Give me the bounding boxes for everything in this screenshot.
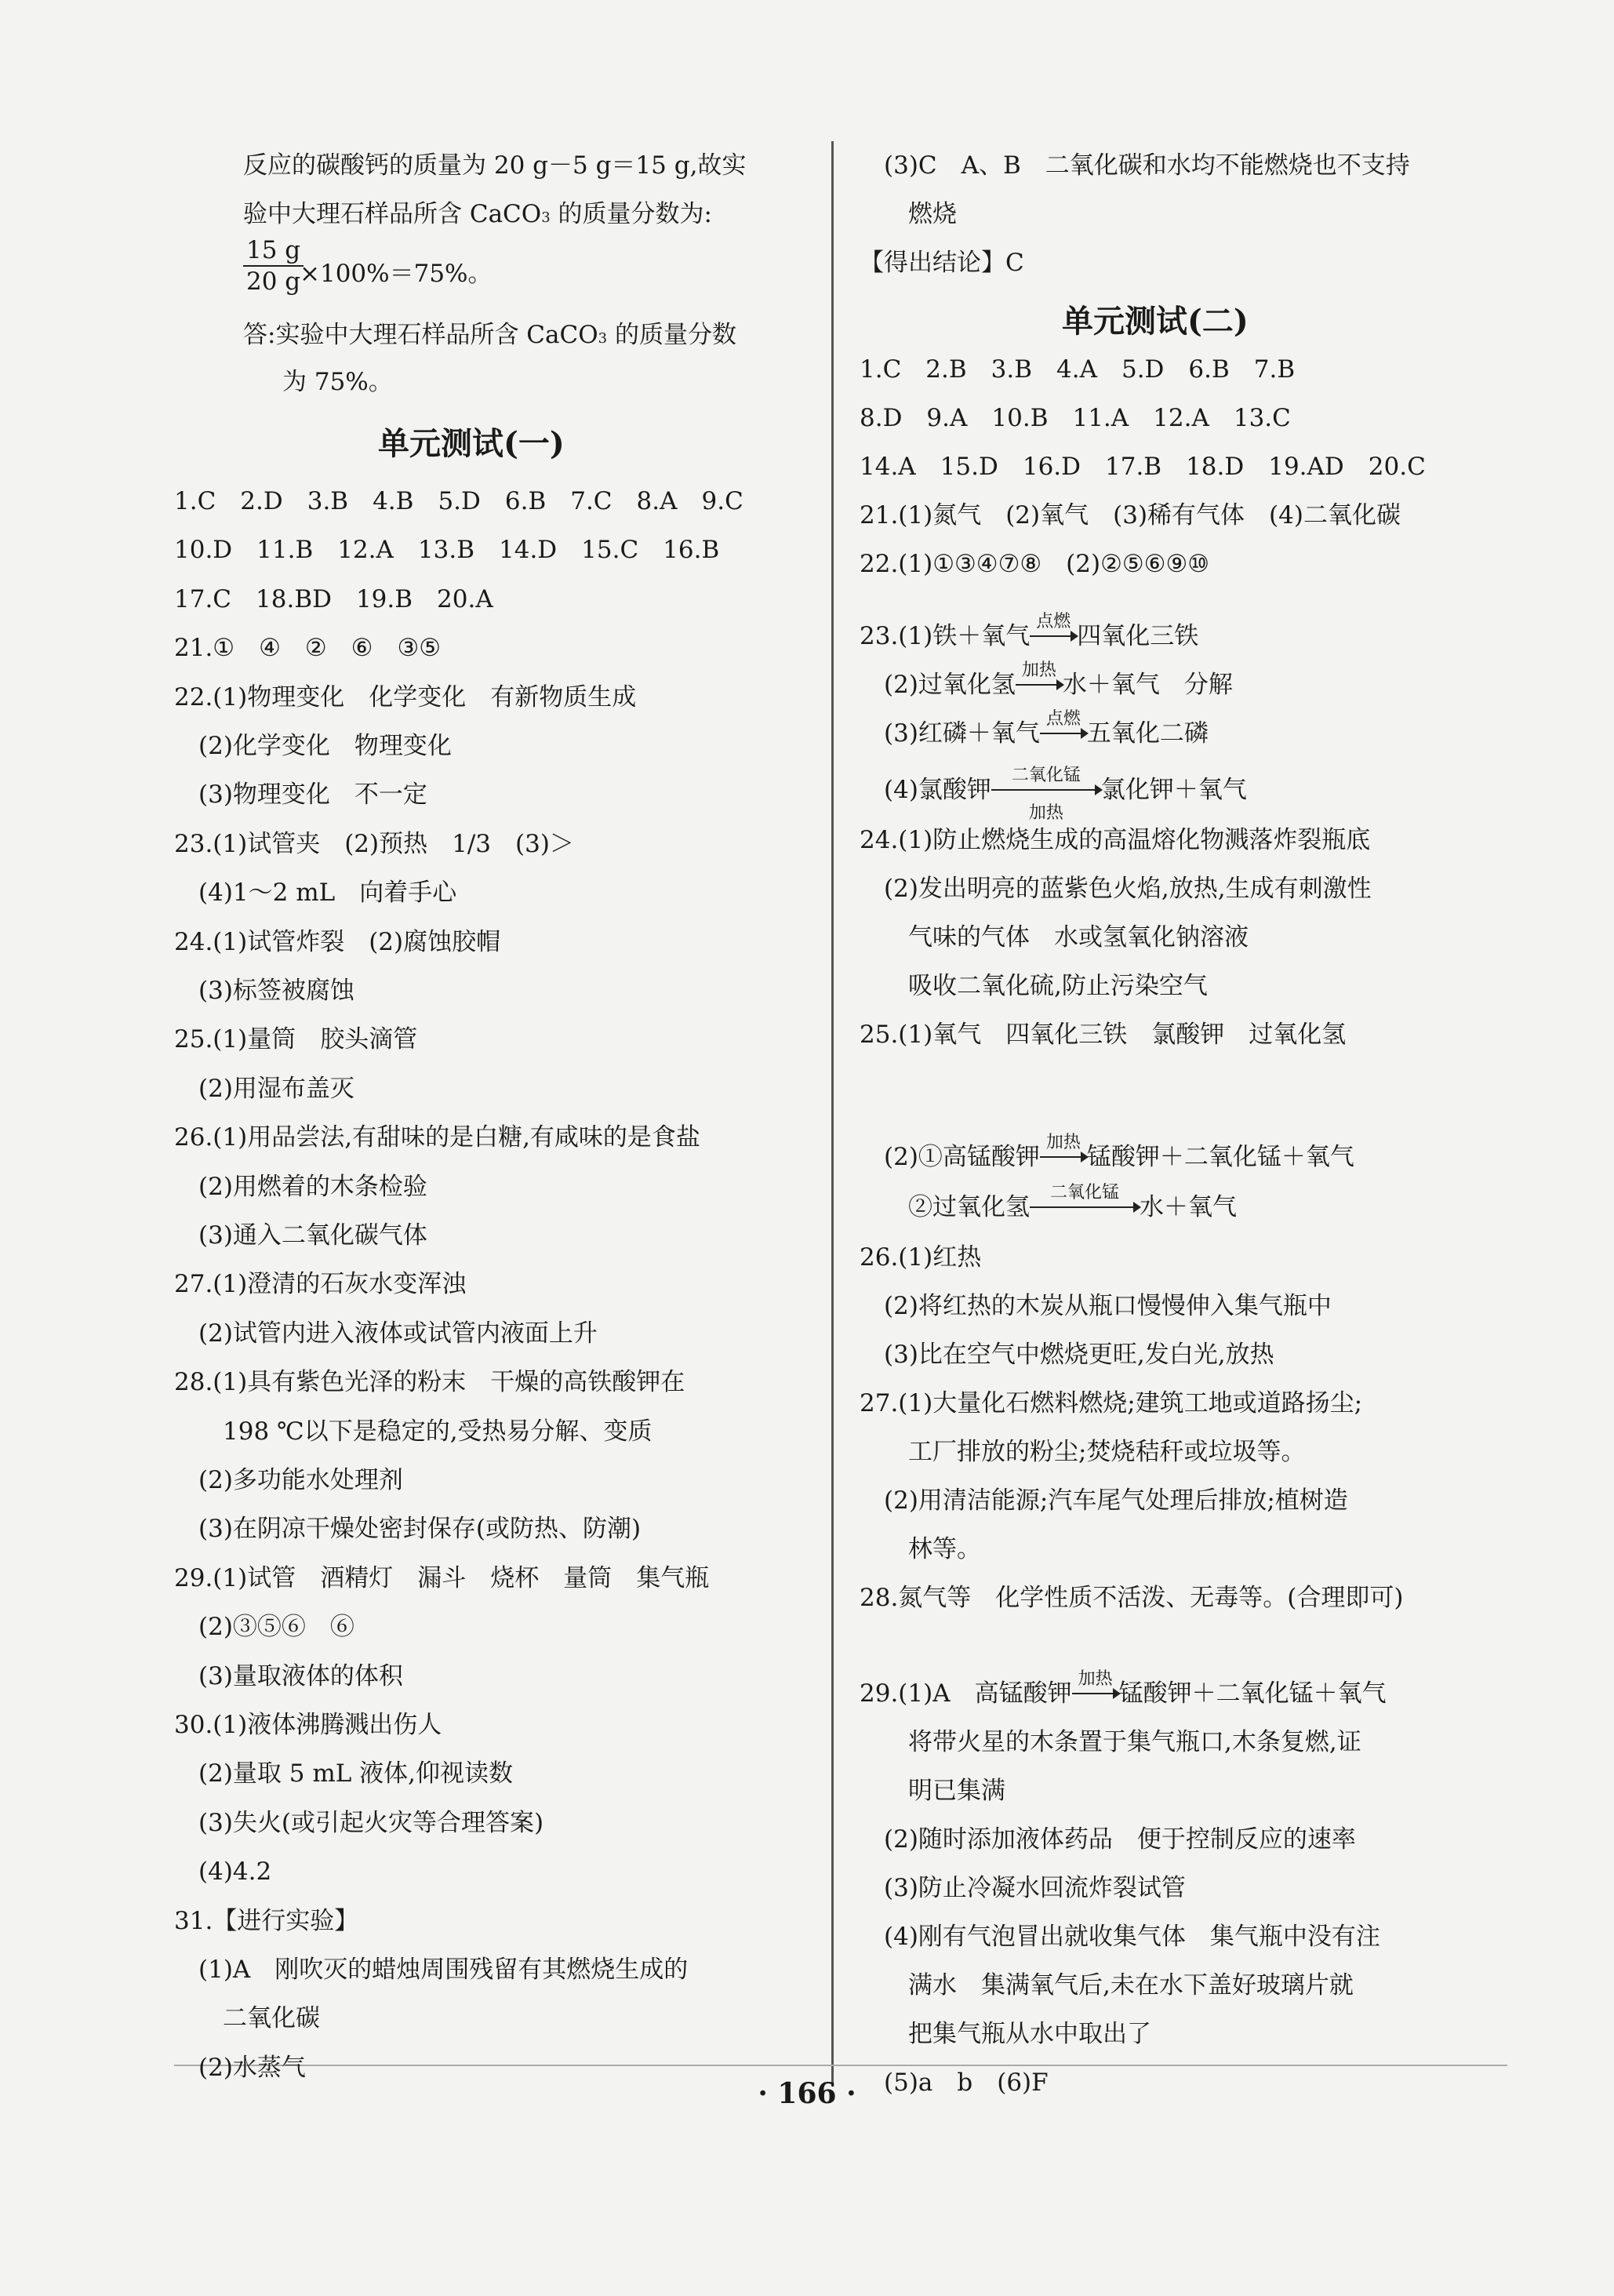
- answer-line: 1.C 2.B 3.B 4.A 5.D 6.B 7.B: [860, 355, 1296, 384]
- answer-line: (3)防止冷凝水回流炸裂试管: [860, 1874, 1186, 1902]
- column-divider: [831, 141, 834, 2087]
- answer-line: (3)通入二氧化碳气体: [174, 1221, 427, 1250]
- answer-line: (1)A 刚吹灭的蜡烛周围残留有其燃烧生成的: [174, 1956, 689, 1984]
- answer-line: (3)标签被腐蚀: [174, 977, 354, 1005]
- answer-line: (2)水蒸气: [174, 2053, 306, 2082]
- answer-line: 23.(1)试管夹 (2)预热 1/3 (3)＞: [174, 829, 574, 858]
- page-number: · 166 ·: [758, 2077, 856, 2110]
- answer-line-2: 为 75%。: [282, 368, 393, 396]
- answer-line: 1.C 2.D 3.B 4.B 5.D 6.B 7.C 8.A 9.C: [174, 487, 743, 515]
- answer-line: 25.(1)量筒 胶头滴管: [174, 1025, 418, 1054]
- answer-line: 22.(1)①③④⑦⑧ (2)②⑤⑥⑨⑩: [860, 550, 1210, 578]
- answer-line: 31.【进行实验】: [174, 1906, 359, 1935]
- answer-line: 28.(1)具有紫色光泽的粉末 干燥的高铁酸钾在: [174, 1368, 685, 1397]
- answer-line: 24.(1)防止燃烧生成的高温熔化物溅落炸裂瓶底: [860, 826, 1371, 854]
- answer-line: (2)用燃着的木条检验: [174, 1172, 427, 1201]
- answer-line: 24.(1)试管炸裂 (2)腐蚀胶帽: [174, 927, 501, 956]
- fraction: $\frac{15 g}{20 g}$: [243, 235, 304, 297]
- answer-line: 10.D 11.B 12.A 13.B 14.D 15.C 16.B: [174, 536, 720, 565]
- answer-line: 27.(1)澄清的石灰水变浑浊: [174, 1270, 467, 1299]
- answer-line: 明已集满: [860, 1777, 1005, 1805]
- answer-line: 25.(1)氧气 四氧化三铁 氯酸钾 过氧化氢: [860, 1021, 1347, 1049]
- answer-line: (2)用湿布盖灭: [174, 1074, 354, 1103]
- answer-line: 26.(1)红热: [860, 1243, 982, 1272]
- answer-line: 21.(1)氮气 (2)氧气 (3)稀有气体 (4)二氧化碳: [860, 501, 1401, 529]
- answer-line: (4)刚有气泡冒出就收集气体 集气瓶中没有注: [860, 1923, 1380, 1951]
- answer-line: 8.D 9.A 10.B 11.A 12.A 13.C: [860, 404, 1291, 432]
- answer-line: 【得出结论】C: [860, 249, 1024, 277]
- answer-line: (3)物理变化 不一定: [174, 780, 427, 810]
- answer-line: (3)C A、B 二氧化碳和水均不能燃烧也不支持: [860, 151, 1410, 180]
- answer-line: 气味的气体 水或氢氧化钠溶液: [860, 923, 1249, 952]
- answer-line: 17.C 18.BD 19.B 20.A: [174, 584, 493, 613]
- answer-line: (3)比在空气中燃烧更旺,发白光,放热: [860, 1341, 1274, 1369]
- answer-line: 14.A 15.D 16.D 17.B 18.D 19.AD 20.C: [860, 453, 1426, 481]
- answer-line: (2)将红热的木炭从瓶口慢慢伸入集气瓶中: [860, 1292, 1332, 1320]
- footer-rule: [174, 2065, 1507, 2066]
- calc-line-2: 验中大理石样品所含 CaCO3 的质量分数为:: [243, 200, 712, 228]
- answer-line: 将带火星的木条置于集气瓶口,木条复燃,证: [860, 1728, 1361, 1756]
- answer-line: 吸收二氧化硫,防止污染空气: [860, 972, 1208, 1000]
- answer-line: 工厂排放的粉尘;焚烧秸秆或垃圾等。: [860, 1438, 1306, 1466]
- answer-line: (2)③⑤⑥ ⑥: [174, 1613, 354, 1642]
- equation-23-3: (3)红磷＋氧气 点燃 五氧化二磷: [860, 709, 1209, 748]
- answer-line: (3)失火(或引起火灾等合理答案): [174, 1808, 544, 1837]
- answer-line: 燃烧: [860, 200, 957, 228]
- equation-29-1: 29.(1)A 高锰酸钾 加热 锰酸钾＋二氧化锰＋氧气: [860, 1669, 1387, 1708]
- answer-line: (3)量取液体的体积: [174, 1661, 403, 1690]
- equation-25-2b: ②过氧化氢 二氧化锰 水＋氧气: [860, 1183, 1237, 1221]
- equation-25-2a: (2)①高锰酸钾 加热 锰酸钾＋二氧化锰＋氧气: [860, 1133, 1354, 1171]
- answer-line: (4)4.2: [174, 1858, 272, 1887]
- answer-line: 满水 集满氧气后,未在水下盖好玻璃片就: [860, 1971, 1354, 1999]
- answer-line: (5)a b (6)F: [860, 2069, 1049, 2097]
- answer-line: 21.① ④ ② ⑥ ③⑤: [174, 634, 442, 663]
- answer-line: (2)试管内进入液体或试管内液面上升: [174, 1319, 598, 1348]
- equation-23-4: (4)氯酸钾 二氧化锰 加热 氯化钾＋氧气: [860, 766, 1247, 823]
- section-title-unit-2: 单元测试(二): [1062, 303, 1249, 340]
- answer-line: 29.(1)试管 酒精灯 漏斗 烧杯 量筒 集气瓶: [174, 1563, 710, 1592]
- answer-line: 林等。: [860, 1535, 981, 1563]
- answer-line-1: 答:实验中大理石样品所含 CaCO3 的质量分数: [243, 321, 736, 349]
- answer-line: 198 ℃以下是稳定的,受热易分解、变质: [174, 1417, 653, 1446]
- answer-line: (2)用清洁能源;汽车尾气处理后排放;植树造: [860, 1486, 1348, 1515]
- equation-23-1: 23.(1)铁＋氧气 点燃 四氧化三铁: [860, 612, 1199, 650]
- answer-line: (4)1～2 mL 向着手心: [174, 879, 457, 908]
- answer-line: (2)化学变化 物理变化: [174, 732, 452, 760]
- calc-line-1: 反应的碳酸钙的质量为 20 g－5 g＝15 g,故实: [243, 151, 747, 180]
- fraction-tail: ×100%＝75%。: [300, 260, 493, 288]
- answer-line: 30.(1)液体沸腾溅出伤人: [174, 1711, 442, 1739]
- answer-line: 把集气瓶从水中取出了: [860, 2020, 1151, 2048]
- answer-line: (2)发出明亮的蓝紫色火焰,放热,生成有刺激性: [860, 875, 1372, 903]
- answer-line: (2)多功能水处理剂: [174, 1466, 403, 1494]
- answer-line: (2)量取 5 mL 液体,仰视读数: [174, 1759, 514, 1788]
- answer-line: 二氧化碳: [174, 2004, 320, 2033]
- answer-line: (3)在阴凉干燥处密封保存(或防热、防潮): [174, 1515, 642, 1544]
- equation-23-2: (2)过氧化氢 加热 水＋氧气 分解: [860, 660, 1233, 699]
- answer-line: 22.(1)物理变化 化学变化 有新物质生成: [174, 682, 637, 711]
- answer-line: 27.(1)大量化石燃料燃烧;建筑工地或道路扬尘;: [860, 1389, 1363, 1417]
- answer-line: 28.氮气等 化学性质不活泼、无毒等。(合理即可): [860, 1584, 1404, 1612]
- answer-line: (2)随时添加液体药品 便于控制反应的速率: [860, 1825, 1356, 1854]
- answer-line: 26.(1)用品尝法,有甜味的是白糖,有咸味的是食盐: [174, 1123, 700, 1152]
- section-title-unit-1: 单元测试(一): [378, 425, 565, 462]
